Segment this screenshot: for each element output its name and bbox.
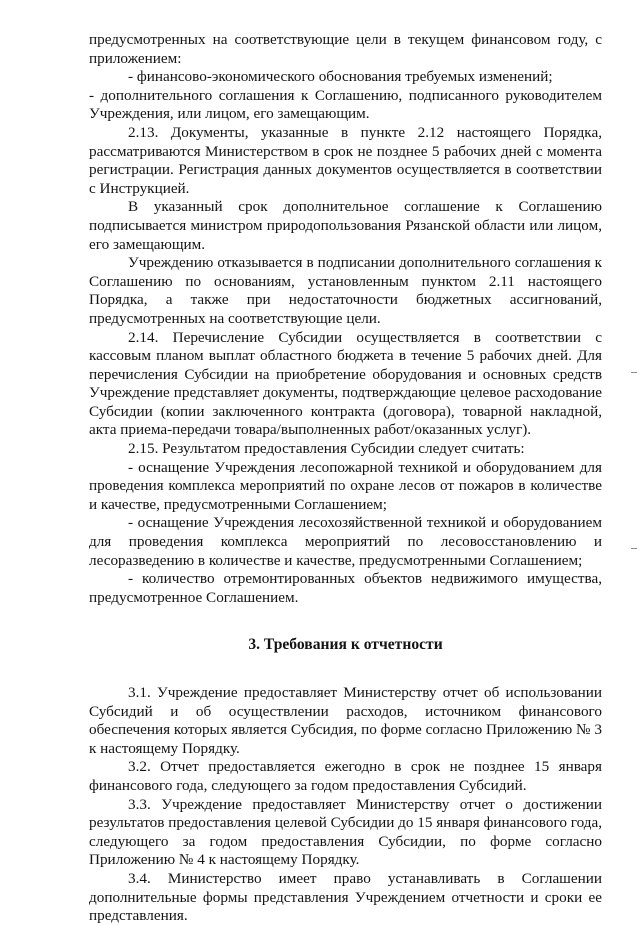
paragraph-refusal: Учреждению отказывается в подписании дополнительного соглашения к Соглашению по основаниям, установленным пунктом 2.11 настоящего Порядка, а также при недостаточности бюджетных ассигнований, предусмотренных на соответствующие цели. — [89, 254, 602, 327]
paragraph-3-4: 3.4. Министерство имеет право устанавливать в Соглашении дополнительные формы представления Учреждением отчетности и сроки ее представления. — [89, 869, 602, 925]
scan-margin-mark — [631, 372, 637, 373]
section-heading: 3. Требования к отчетности — [248, 636, 443, 654]
paragraph-3-2: 3.2. Отчет предоставляется ежегодно в срок не позднее 15 января финансового года, следующего за годом предоставления Субсидий. — [89, 758, 602, 794]
paragraph-2-15: 2.15. Результатом предоставления Субсидии следует считать: — [128, 440, 525, 458]
list-item-forestry-equipment: - оснащение Учреждения лесохозяйственной техникой и оборудованием для проведения комплекса мероприятий по лесовосстановлению и лесоразведению в количестве и качестве, предусмотренными Соглашением; — [89, 514, 602, 569]
list-item-repaired-objects: - количество отремонтированных объектов недвижимого имущества, предусмотренное Соглашением. — [89, 570, 602, 606]
document-body — [89, 31, 602, 926]
paragraph-signing-term: В указанный срок дополнительное соглашение к Соглашению подписывается министром природопользования Рязанской области или лицом, его замещающим. — [89, 198, 602, 253]
paragraph-continuation: предусмотренных на соответствующие цели в текущем финансовом году, с приложением: — [89, 31, 602, 67]
paragraph-2-13: 2.13. Документы, указанные в пункте 2.12 настоящего Порядка, рассматриваются Министерством в срок не позднее 5 рабочих дней с момента регистрации. Регистрация данных документов осуществляется в соответствии с Инструкцией. — [89, 123, 602, 197]
paragraph-2-14: 2.14. Перечисление Субсидии осуществляется в соответствии с кассовым планом выплат областного бюджета в течение 5 рабочих дней. Для перечисления Субсидии на приобретение оборудования и основных средств Учреждение представляет документы, подтверждающие целевое расходование Субсидии (копии заключенного контракта (договора), товарной накладной, акта приема-передачи товара/выполненных работ/оказанных услуг). — [89, 328, 602, 439]
paragraph-3-1: 3.1. Учреждение предоставляет Министерству отчет об использовании Субсидий и об осуществлении расходов, источником финансового обеспечения которых является Субсидия, по форме согласно Приложению № 3 к настоящему Порядку. — [89, 684, 602, 757]
scan-margin-mark — [631, 548, 637, 549]
paragraph-3-3: 3.3. Учреждение предоставляет Министерству отчет о достижении результатов предоставления целевой Субсидии до 15 января финансового года, следующего за годом предоставления Субсидии, по форме согласно Приложению № 4 к настоящему Порядку. — [89, 795, 602, 869]
list-item-justification: - финансово-экономического обоснования требуемых изменений; — [128, 68, 553, 86]
list-item-fire-equipment: - оснащение Учреждения лесопожарной техникой и оборудованием для проведения комплекса мероприятий по охране лесов от пожаров в количестве и качестве, предусмотренными Соглашением; — [89, 458, 602, 513]
list-item-additional-agreement: - дополнительного соглашения к Соглашению, подписанного руководителем Учреждения, или лицом, его замещающим. — [89, 86, 602, 123]
